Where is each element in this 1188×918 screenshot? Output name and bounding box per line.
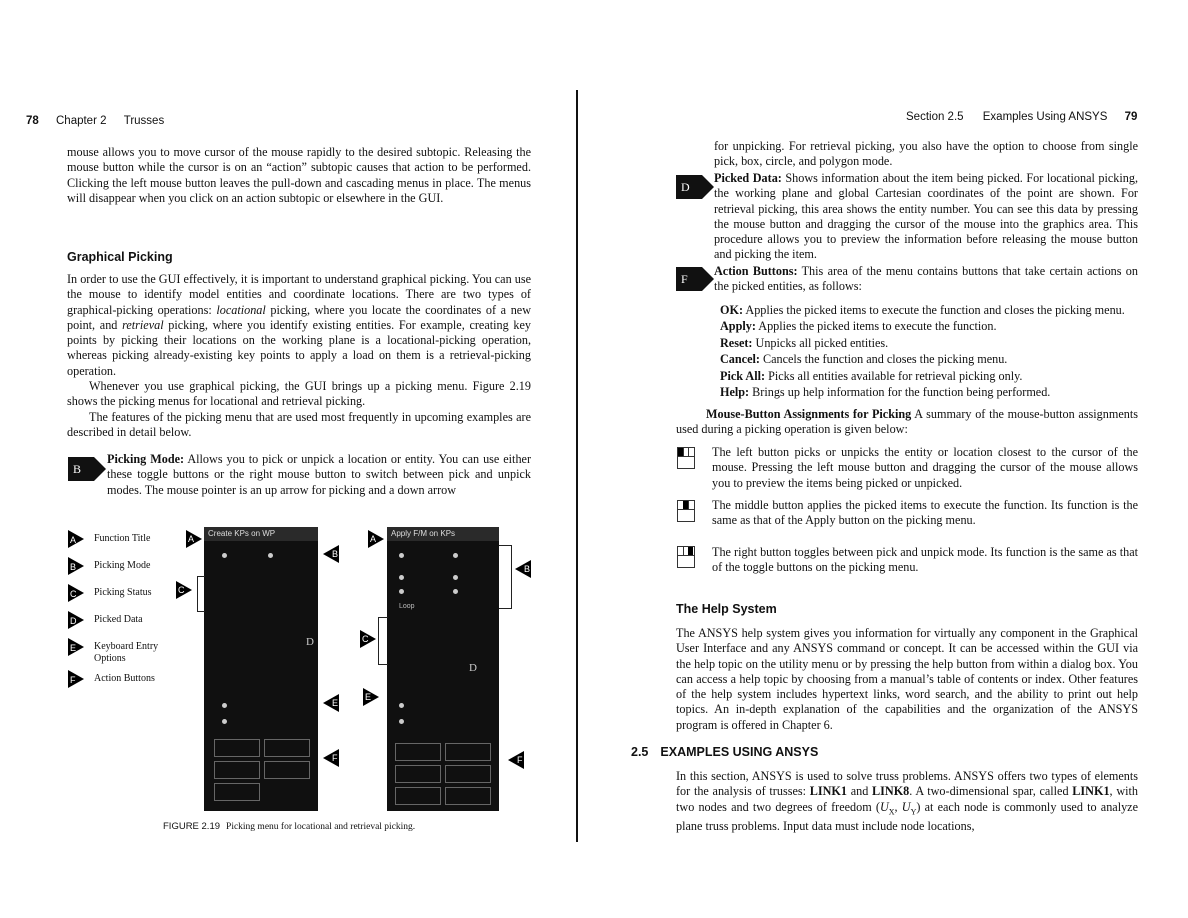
marker-letter: F xyxy=(517,755,523,765)
mouse-left-text: The left button picks or unpicks the entity or location closest to the cursor of the mouse. Pressing the left mouse button and dragging the cursor of the mouse allows you to preview the items being picked or unpicked. xyxy=(712,445,1138,490)
help-button[interactable] xyxy=(214,783,260,801)
mouse-middle-text: The middle button applies the picked items to execute the function. Its function is the same as that of the Apply button on the picking menu. xyxy=(712,498,1138,528)
action-buttons-paragraph xyxy=(714,264,1138,295)
chapter-title: Trusses xyxy=(123,115,165,127)
action-buttons-text: This area of the menu contains buttons that take certain actions on the picked entities, as follows: xyxy=(714,264,1138,294)
chapter-label: Chapter 2 xyxy=(56,115,107,127)
function-title: Create KPs on WP xyxy=(204,527,318,541)
ex-text-c: , with two nodes and two degrees of freedom ( xyxy=(676,784,1138,814)
action-buttons-badge xyxy=(676,267,702,291)
ex-comma: , xyxy=(894,799,902,814)
radio-pick-icon[interactable] xyxy=(399,553,404,558)
action-text: Applies the picked items to execute the function. xyxy=(755,319,997,334)
features-paragraph: The features of the picking menu that are used most frequently in upcoming examples are described in detail below. xyxy=(67,410,531,440)
figure-caption xyxy=(163,821,415,832)
action-item-cancel xyxy=(720,351,1140,367)
radio-pick-icon[interactable] xyxy=(222,553,227,558)
legend-letter: E xyxy=(70,643,77,653)
picked-data-label: Picked Data: xyxy=(714,171,782,185)
mouse-button-heading: Mouse-Button Assignments for Picking xyxy=(706,407,912,421)
legend-letter: D xyxy=(70,616,77,626)
retrieval-picking-menu xyxy=(387,527,499,811)
uy-subscript: Y xyxy=(910,807,917,817)
legend-letter: C xyxy=(70,589,77,599)
action-label: Cancel: xyxy=(720,352,760,367)
marker-letter: B xyxy=(524,564,531,574)
figure-number: FIGURE 2.19 xyxy=(163,821,221,832)
action-text: Brings up help information for the function being performed. xyxy=(749,385,1051,400)
link8-term: LINK8 xyxy=(872,784,910,799)
book-spine xyxy=(576,90,578,842)
action-text: Cancels the function and closes the picking menu. xyxy=(759,352,1008,367)
status-bracket xyxy=(197,576,205,612)
action-text: Unpicks all picked entities. xyxy=(752,335,889,350)
reset-button[interactable] xyxy=(395,765,441,783)
ex-text-d: ) at each node is commonly used to analyze plane truss problems. Input data must include node locations, xyxy=(676,799,1139,834)
action-label: Reset: xyxy=(720,335,753,350)
section-number: 2.5 xyxy=(631,745,649,759)
radio-circle-icon[interactable] xyxy=(453,589,458,594)
left-page-number: 78 xyxy=(26,115,39,127)
radio-list-icon[interactable] xyxy=(399,703,404,708)
help-system-paragraph: The ANSYS help system gives you information for virtually any component in the Graphical User Interface and any ANSYS command or concept. It can be accessed within the GUI via the help topic on the utility menu or by pressing the help button from within a dialog box. You can access a help topic by choosing from a manual’s table of contents or index. Other features of the help system includes hypertext links, word search, and the ability to print out help topics. An in-depth explanation of the capabilities and the organization of the ANSYS program is offered in Chapter 6. xyxy=(676,626,1138,732)
loop-option[interactable]: Loop xyxy=(399,603,415,610)
ex-and: and xyxy=(846,784,873,799)
mouse-button-text: A summary of the mouse-button assignments used during a picking operation is given below: xyxy=(676,407,1138,437)
mouse-button-paragraph xyxy=(676,407,1138,438)
mouse-middle-icon xyxy=(677,500,695,522)
radio-unpick-icon[interactable] xyxy=(453,553,458,558)
marker-letter: C xyxy=(362,634,369,644)
gp-locational: locational xyxy=(216,302,266,317)
status-bracket xyxy=(378,617,388,665)
legend-letter: B xyxy=(70,562,77,572)
right-page-header xyxy=(906,111,1137,123)
radio-single-icon[interactable] xyxy=(399,575,404,580)
right-page-number: 79 xyxy=(1124,111,1138,123)
reset-button[interactable] xyxy=(214,761,260,779)
legend-letter: F xyxy=(70,675,76,685)
examples-paragraph xyxy=(676,769,1138,835)
picking-mode-label: Picking Mode: xyxy=(107,452,185,466)
gp-text-a: In order to use the GUI effectively, it is important to understand graphical picking. You can use the mouse to identify model entities and coordinate locations. There are two types of graphical-picking operations: xyxy=(67,272,531,317)
ex-text-a: In this section, ANSYS is used to solve truss problems. ANSYS offers two types of elements for the analysis of trusses: xyxy=(676,769,1138,799)
picking-mode-badge xyxy=(68,457,94,481)
badge-letter: D xyxy=(681,180,690,194)
picking-mode-paragraph xyxy=(107,452,531,498)
picked-data-label: D xyxy=(469,662,477,674)
intro-paragraph: mouse allows you to move cursor of the mouse rapidly to the desired subtopic. Releasing the mouse button while the cursor is on an “action” subtopic causes that action to be performed. Clicking the left mouse button leaves the pull-down and cascading menus in place. The menus will disappear when you click on an action subtopic or elsewhere in the GUI. xyxy=(67,145,531,205)
pick-all-button[interactable] xyxy=(395,787,441,805)
ux-symbol: U xyxy=(879,799,889,814)
picked-data-badge xyxy=(676,175,702,199)
action-item-ok xyxy=(720,302,1140,318)
mouse-right-icon xyxy=(677,546,695,568)
cancel-button[interactable] xyxy=(264,761,310,779)
graphical-picking-paragraph xyxy=(67,272,531,379)
radio-box-icon[interactable] xyxy=(453,575,458,580)
radio-wp-icon[interactable] xyxy=(222,703,227,708)
legend-letter: A xyxy=(70,535,77,545)
apply-button[interactable] xyxy=(445,743,491,761)
ok-button[interactable] xyxy=(395,743,441,761)
gp-text-b: picking, where you locate the coordinates of a new point, and xyxy=(67,302,532,332)
mouse-right-text: The right button toggles between pick and unpick mode. Its function is the same as that of the toggle buttons on the picking menu. xyxy=(712,545,1138,575)
unpicking-paragraph: for unpicking. For retrieval picking, you also have the option to choose from single pick, box, circle, and polygon mode. xyxy=(714,139,1138,169)
mode-bracket xyxy=(499,545,512,609)
link1-term: LINK1 xyxy=(809,784,847,799)
section-heading xyxy=(631,745,818,759)
action-list xyxy=(720,302,1140,400)
section-label: Section 2.5 xyxy=(906,111,964,123)
help-system-heading: The Help System xyxy=(676,602,777,616)
function-title: Apply F/M on KPs xyxy=(387,527,499,541)
locational-picking-menu xyxy=(204,527,318,811)
action-buttons-label: Action Buttons: xyxy=(714,264,798,278)
marker-letter: B xyxy=(332,549,339,559)
action-text: Picks all entities available for retrieval picking only. xyxy=(765,368,1023,383)
action-label: Pick All: xyxy=(720,368,766,383)
picked-data-paragraph xyxy=(714,171,1138,263)
graphical-picking-heading: Graphical Picking xyxy=(67,250,173,264)
action-item-pick-all xyxy=(720,368,1140,384)
radio-unpick-icon[interactable] xyxy=(268,553,273,558)
left-page-header xyxy=(26,115,164,127)
ex-text-b: . A two-dimensional spar, called xyxy=(909,784,1073,799)
action-item-apply xyxy=(720,318,1140,334)
legend-label: Keyboard Entry Options xyxy=(94,641,159,664)
marker-letter: E xyxy=(332,698,339,708)
picking-menu-paragraph: Whenever you use graphical picking, the GUI brings up a picking menu. Figure 2.19 shows the picking menus for locational and retrieval picking. xyxy=(67,379,531,409)
gp-text-c: picking, where you identify existing entities. For example, creating key points by picking their locations on the working plane is a locational-picking operation, whereas picking already-existing key points to apply a load on them is a retrieval-picking operation. xyxy=(67,317,531,378)
uy-symbol: U xyxy=(901,799,911,814)
cancel-button[interactable] xyxy=(445,765,491,783)
legend-label: Picking Status xyxy=(94,587,152,598)
radio-polygon-icon[interactable] xyxy=(399,589,404,594)
radio-range-icon[interactable] xyxy=(399,719,404,724)
legend-label: Picked Data xyxy=(94,614,143,625)
marker-letter: C xyxy=(178,585,185,595)
action-item-reset xyxy=(720,335,1140,351)
mouse-left-icon xyxy=(677,447,695,469)
badge-letter: B xyxy=(73,462,82,476)
gp-retrieval: retrieval xyxy=(122,317,164,332)
radio-global-icon[interactable] xyxy=(222,719,227,724)
marker-letter: A xyxy=(188,534,195,544)
ux-subscript: X xyxy=(888,807,895,817)
link1-term: LINK1 xyxy=(1072,784,1110,799)
action-label: Apply: xyxy=(720,319,756,334)
marker-letter: F xyxy=(332,753,338,763)
action-text: Applies the picked items to execute the function and closes the picking menu. xyxy=(743,303,1125,317)
action-item-help xyxy=(720,384,1140,400)
action-label: OK: xyxy=(720,303,744,317)
action-label: Help: xyxy=(720,385,750,400)
marker-letter: A xyxy=(370,534,377,544)
section-title: Examples Using ANSYS xyxy=(982,111,1108,123)
picked-data-text: Shows information about the item being picked. For locational picking, the working plane and global Cartesian coordinates of the point are shown. For retrieval picking, this area shows the entity number. You can see this data by pressing the mouse button and dragging the cursor of the mouse into the graphics area. This procedure allows you to preview the information before releasing the mouse button and picking the item. xyxy=(714,171,1139,262)
legend-label: Action Buttons xyxy=(94,673,155,684)
legend-label: Function Title xyxy=(94,533,151,544)
apply-button[interactable] xyxy=(264,739,310,757)
badge-letter: F xyxy=(681,272,688,286)
ok-button[interactable] xyxy=(214,739,260,757)
picked-data-label: D xyxy=(306,636,314,648)
figure-caption-text: Picking menu for locational and retrieval picking. xyxy=(226,822,416,832)
legend-label: Picking Mode xyxy=(94,560,151,571)
picking-mode-text: Allows you to pick or unpick a location or entity. You can use either these toggle buttons or the right mouse button to switch between pick and unpick modes. The mouse pointer is an up arrow for picking and a down arrow xyxy=(107,452,532,497)
help-button[interactable] xyxy=(445,787,491,805)
marker-letter: E xyxy=(365,692,372,702)
section-heading-text: EXAMPLES USING ANSYS xyxy=(660,745,819,759)
